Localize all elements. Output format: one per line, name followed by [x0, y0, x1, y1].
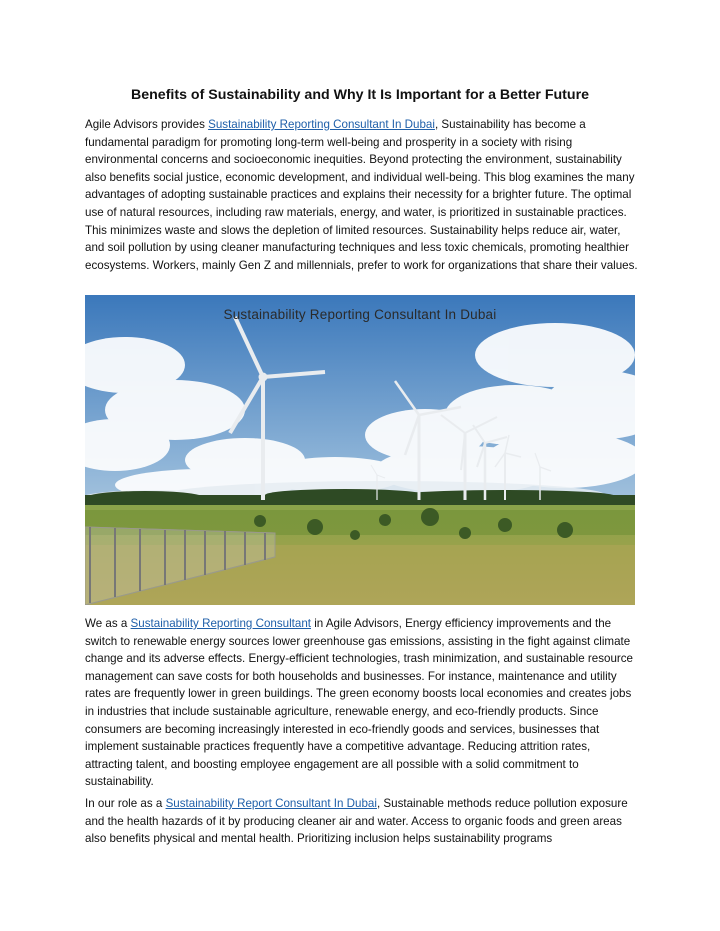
image-caption: Sustainability Reporting Consultant In Dubai: [223, 307, 497, 322]
paragraph-benefits-text-start: We as a: [85, 617, 131, 630]
document-title: Benefits of Sustainability and Why It Is Important for a Better Future: [131, 87, 589, 103]
paragraph-health: [85, 795, 641, 848]
paragraph-benefits-text-rest: in Agile Advisors, Energy efficiency improvements and the switch to renewable energy sources lower greenhouse gas emissions, assisting in the fight against climate change and its adverse effects. Energy-efficient technologies, trash minimization, and sustainable resource management can save costs for both households and businesses. For instance, maintenance and utility rates are frequently lower in green buildings. The green economy boosts local economies and creates jobs in industries that include sustainable agriculture, renewable energy, and eco-friendly products. Since consumers are becoming increasingly interested in eco-friendly goods and services, businesses that implement sustainable practices frequently have a competitive advantage. Reducing attrition rates, attracting talent, and boosting employee engagement are all possible with a solid commitment to sustainability.: [85, 617, 634, 789]
paragraph-intro: [85, 116, 641, 274]
paragraph-health-text-rest: , Sustainable methods reduce pollution exposure and the health hazards of it by producing cleaner air and water. Access to organic foods and green areas also benefits physical and mental health. Prioritizing inclusion helps sustainability programs: [85, 797, 628, 846]
wind-turbine-photo: [85, 295, 635, 605]
paragraph-intro-text-start: Agile Advisors provides: [85, 118, 209, 131]
link-sustainability-reporting-consultant[interactable]: Sustainability Reporting Consultant: [130, 617, 311, 630]
paragraph-intro-text-rest: , Sustainability has become a fundamental paradigm for promoting long-term well-being and prosperity in a society with rising environmental concerns and socioeconomic inequities. Beyond protecting the environment, sustainability also benefits social justice, economic development, and individual well-being. This blog examines the many advantages of adopting sustainable practices and explains their necessity for a brighter future. The optimal use of natural resources, including raw materials, energy, and water, is prioritized in sustainable practices. This minimizes waste and slows the depletion of limited resources. Sustainability helps reduce air, water, and soil pollution by using cleaner manufacturing techniques and less toxic chemicals, promoting healthier ecosystems. Workers, mainly Gen Z and millennials, prefer to work for organizations that share their values.: [85, 118, 638, 272]
paragraph-benefits: [85, 615, 641, 791]
link-sustainability-report-consultant-in-dubai[interactable]: Sustainability Report Consultant In Dubai: [165, 797, 377, 810]
paragraph-health-text-start: In our role as a: [85, 797, 166, 810]
link-sustainability-reporting-consultant-in-dubai[interactable]: Sustainability Reporting Consultant In Dubai: [208, 118, 435, 131]
